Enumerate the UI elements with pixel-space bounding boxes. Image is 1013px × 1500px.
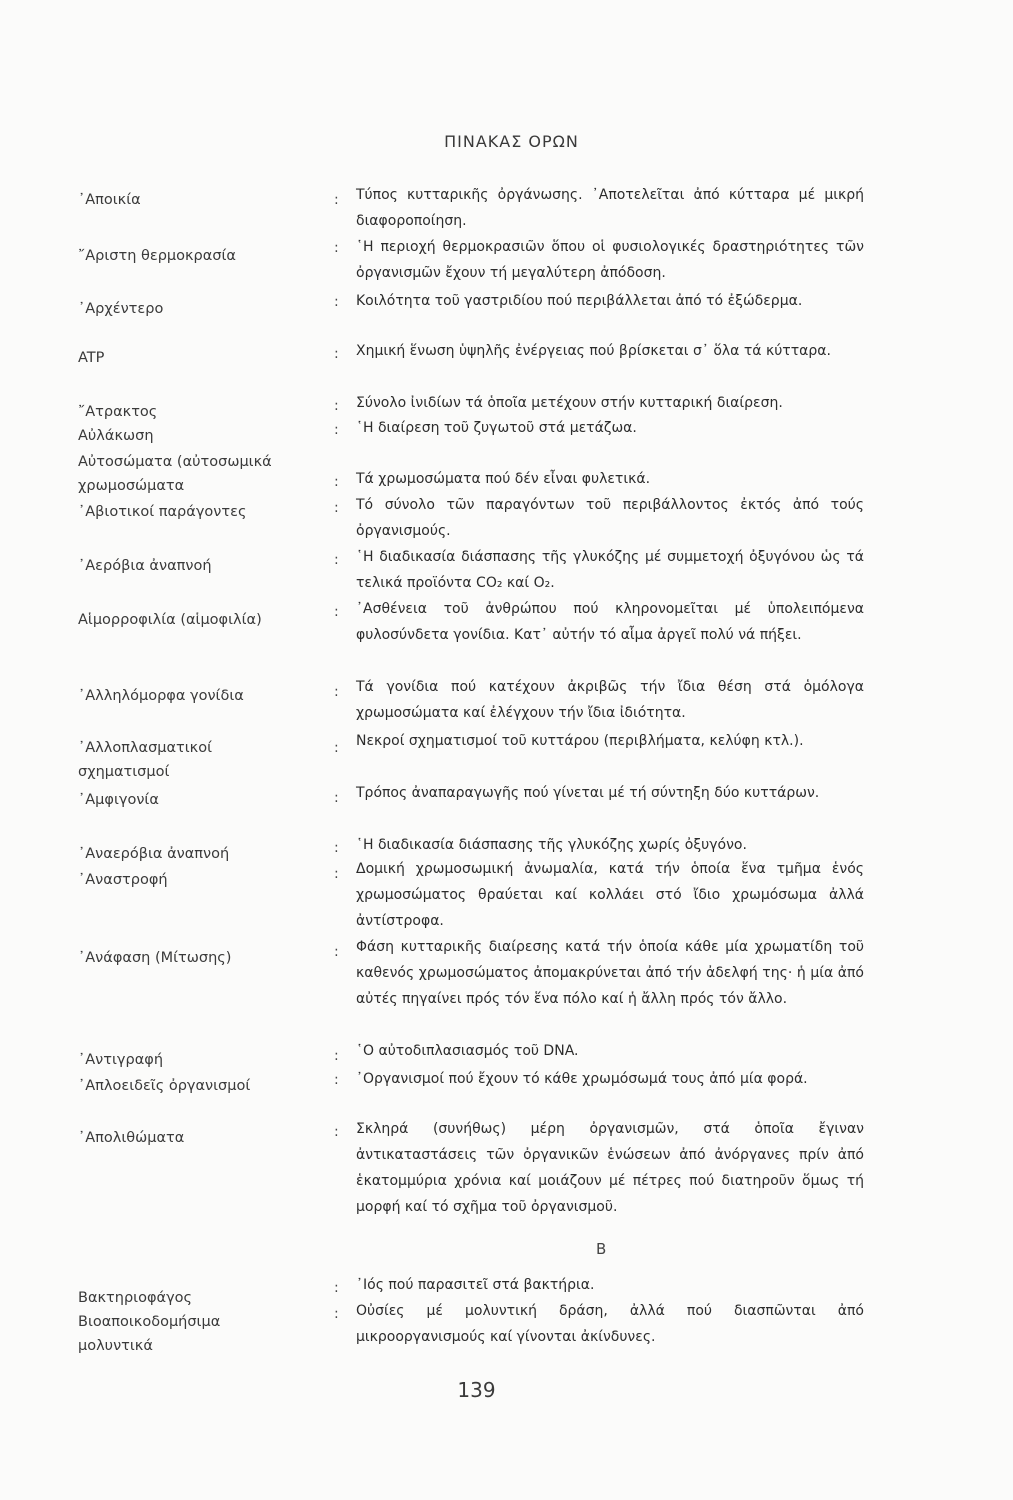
section-letter: B: [596, 1240, 607, 1258]
colon: :: [334, 294, 339, 310]
glossary-definition: ῾Η διαδικασία διάσπασης τῆς γλυκόζης χωρίς ὀξυγόνο.: [356, 837, 747, 853]
glossary-definition: Νεκροί σχηματισμοί τοῦ κυττάρου (περιβλήματα, κελύφη κτλ.).: [356, 733, 804, 749]
glossary-term: ᾿Αρχέντερο: [78, 301, 164, 317]
colon: :: [334, 790, 339, 806]
glossary-term: ᾿Αμφιγονία: [78, 792, 159, 808]
glossary-term: Βακτηριοφάγος: [78, 1290, 193, 1306]
colon: :: [334, 552, 339, 568]
glossary-term: ᾿Αερόβια ἀναπνοή: [78, 558, 212, 574]
page-number: 139: [457, 1378, 496, 1402]
colon: :: [334, 866, 339, 882]
glossary-definition: ῾Ο αὐτοδιπλασιασμός τοῦ DNA.: [356, 1043, 579, 1059]
glossary-term: Βιοαποικοδομήσιμα μολυντικά: [78, 1314, 221, 1354]
colon: :: [334, 1048, 339, 1064]
glossary-term: Αὐλάκωση: [78, 428, 154, 444]
glossary-definition: ᾿Οργανισμοί πού ἔχουν τό κάθε χρωμόσωμά τους ἀπό μία φορά.: [356, 1071, 808, 1087]
colon: :: [334, 604, 339, 620]
glossary-definition: Φάση κυτταρικῆς διαίρεσης κατά τήν ὁποία κάθε μία χρωματίδη τοῦ καθενός χρωμοσώματος ἀπομακρύνεται ἀπό τήν ἀδελφή της· ἡ μία ἀπό αὐτές πηγαίνει πρός τόν ἕνα πόλο καί ἡ ἄλλη πρός τόν ἄλλο.: [356, 939, 864, 1007]
glossary-term: ᾿Απολιθώματα: [78, 1130, 185, 1146]
glossary-term: Αὐτοσώματα (αὐτοσωμικά χρωμοσώματα: [78, 454, 272, 494]
glossary-definition: Τό σύνολο τῶν παραγόντων τοῦ περιβάλλοντος ἐκτός ἀπό τούς ὀργανισμούς.: [356, 497, 864, 539]
glossary-definition: Σκληρά (συνήθως) μέρη ὀργανισμῶν, στά ὁποῖα ἔγιναν ἀντικαταστάσεις τῶν ὀργανικῶν ἑνώσεων ἀπό ἀνόργανες πρίν ἀπό ἑκατομμύρια χρόνια καί μοιάζουν μέ πέτρες πού διατηροῦν ὅμως τή μορφή καί τό σχῆμα τοῦ ὀργανισμοῦ.: [356, 1121, 864, 1215]
glossary-term: ᾿Απλοειδεῖς ὀργανισμοί: [78, 1078, 251, 1094]
colon: :: [334, 422, 339, 438]
glossary-definition: Κοιλότητα τοῦ γαστριδίου πού περιβάλλεται ἀπό τό ἐξώδερμα.: [356, 293, 803, 309]
glossary-term: ᾿Αλλοπλασματικοί σχηματισμοί: [78, 740, 213, 780]
colon: :: [334, 1072, 339, 1088]
glossary-definition: Σύνολο ἰνιδίων τά ὁποῖα μετέχουν στήν κυτταρική διαίρεση.: [356, 395, 783, 411]
glossary-definition: ᾿Ιός πού παρασιτεῖ στά βακτήρια.: [356, 1277, 595, 1293]
colon: :: [334, 1280, 339, 1296]
glossary-definition: Χημική ἕνωση ὑψηλῆς ἐνέργειας πού βρίσκεται σ᾿ ὅλα τά κύτταρα.: [356, 343, 831, 359]
colon: :: [334, 840, 339, 856]
colon: :: [334, 192, 339, 208]
glossary-definition: ῾Η περιοχή θερμοκρασιῶν ὅπου οἱ φυσιολογικές δραστηριότητες τῶν ὀργανισμῶν ἔχουν τή μεγαλύτερη ἀπόδοση.: [356, 239, 864, 281]
glossary-term: ᾿Αβιοτικοί παράγοντες: [78, 504, 247, 520]
colon: :: [334, 1306, 339, 1322]
glossary-term: ATP: [78, 350, 105, 366]
page-title: ΠΙΝΑΚΑΣ ΟΡΩΝ: [444, 132, 579, 151]
glossary-definition: Τύπος κυτταρικῆς ὀργάνωσης. ᾿Αποτελεῖται ἀπό κύτταρα μέ μικρή διαφοροποίηση.: [356, 187, 864, 229]
glossary-term: ᾿Αλληλόμορφα γονίδια: [78, 688, 244, 704]
glossary-term: ᾿Αποικία: [78, 192, 141, 208]
glossary-term: ᾿Ανάφαση (Μίτωσης): [78, 950, 232, 966]
glossary-definition: Τά γονίδια πού κατέχουν ἀκριβῶς τήν ἴδια θέση στά ὁμόλογα χρωμοσώματα καί ἐλέγχουν τήν ἴδια ἰδιότητα.: [356, 679, 864, 721]
colon: :: [334, 346, 339, 362]
colon: :: [334, 1124, 339, 1140]
colon: :: [334, 240, 339, 256]
colon: :: [334, 684, 339, 700]
glossary-definition: Τά χρωμοσώματα πού δέν εἶναι φυλετικά.: [356, 471, 651, 487]
colon: :: [334, 474, 339, 490]
colon: :: [334, 944, 339, 960]
glossary-term: ᾿Αναερόβια ἀναπνοή: [78, 846, 230, 862]
glossary-definition: Δομική χρωμοσωμική ἀνωμαλία, κατά τήν ὁποία ἕνα τμῆμα ἑνός χρωμοσώματος θραύεται καί κολλάει στό ἴδιο χρωμόσωμα ἀλλά ἀντίστροφα.: [356, 861, 864, 929]
glossary-term: ᾿Αναστροφή: [78, 872, 168, 888]
glossary-definition: ᾿Ασθένεια τοῦ ἀνθρώπου πού κληρονομεῖται μέ ὑπολειπόμενα φυλοσύνδετα γονίδια. Κατ᾿ αὐτήν τό αἷμα ἀργεῖ πολύ νά πήξει.: [356, 601, 864, 643]
glossary-term: ῎Ατρακτος: [78, 404, 158, 420]
glossary-term: Αἱμορροφιλία (αἱμοφιλία): [78, 612, 262, 628]
glossary-term: ᾿Αντιγραφή: [78, 1052, 164, 1068]
glossary-definition: Τρόπος ἀναπαραγωγῆς πού γίνεται μέ τή σύντηξη δύο κυττάρων.: [356, 785, 820, 801]
colon: :: [334, 740, 339, 756]
colon: :: [334, 500, 339, 516]
glossary-term: ῎Αριστη θερμοκρασία: [78, 248, 236, 264]
colon: :: [334, 398, 339, 414]
glossary-definition: ῾Η διαδικασία διάσπασης τῆς γλυκόζης μέ συμμετοχή ὀξυγόνου ὡς τά τελικά προϊόντα CO₂ καί O₂.: [356, 549, 864, 591]
glossary-definition: Οὐσίες μέ μολυντική δράση, ἀλλά πού διασπῶνται ἀπό μικροοργανισμούς καί γίνονται ἀκίνδυνες.: [356, 1303, 864, 1345]
glossary-definition: ῾Η διαίρεση τοῦ ζυγωτοῦ στά μετάζωα.: [356, 420, 637, 436]
